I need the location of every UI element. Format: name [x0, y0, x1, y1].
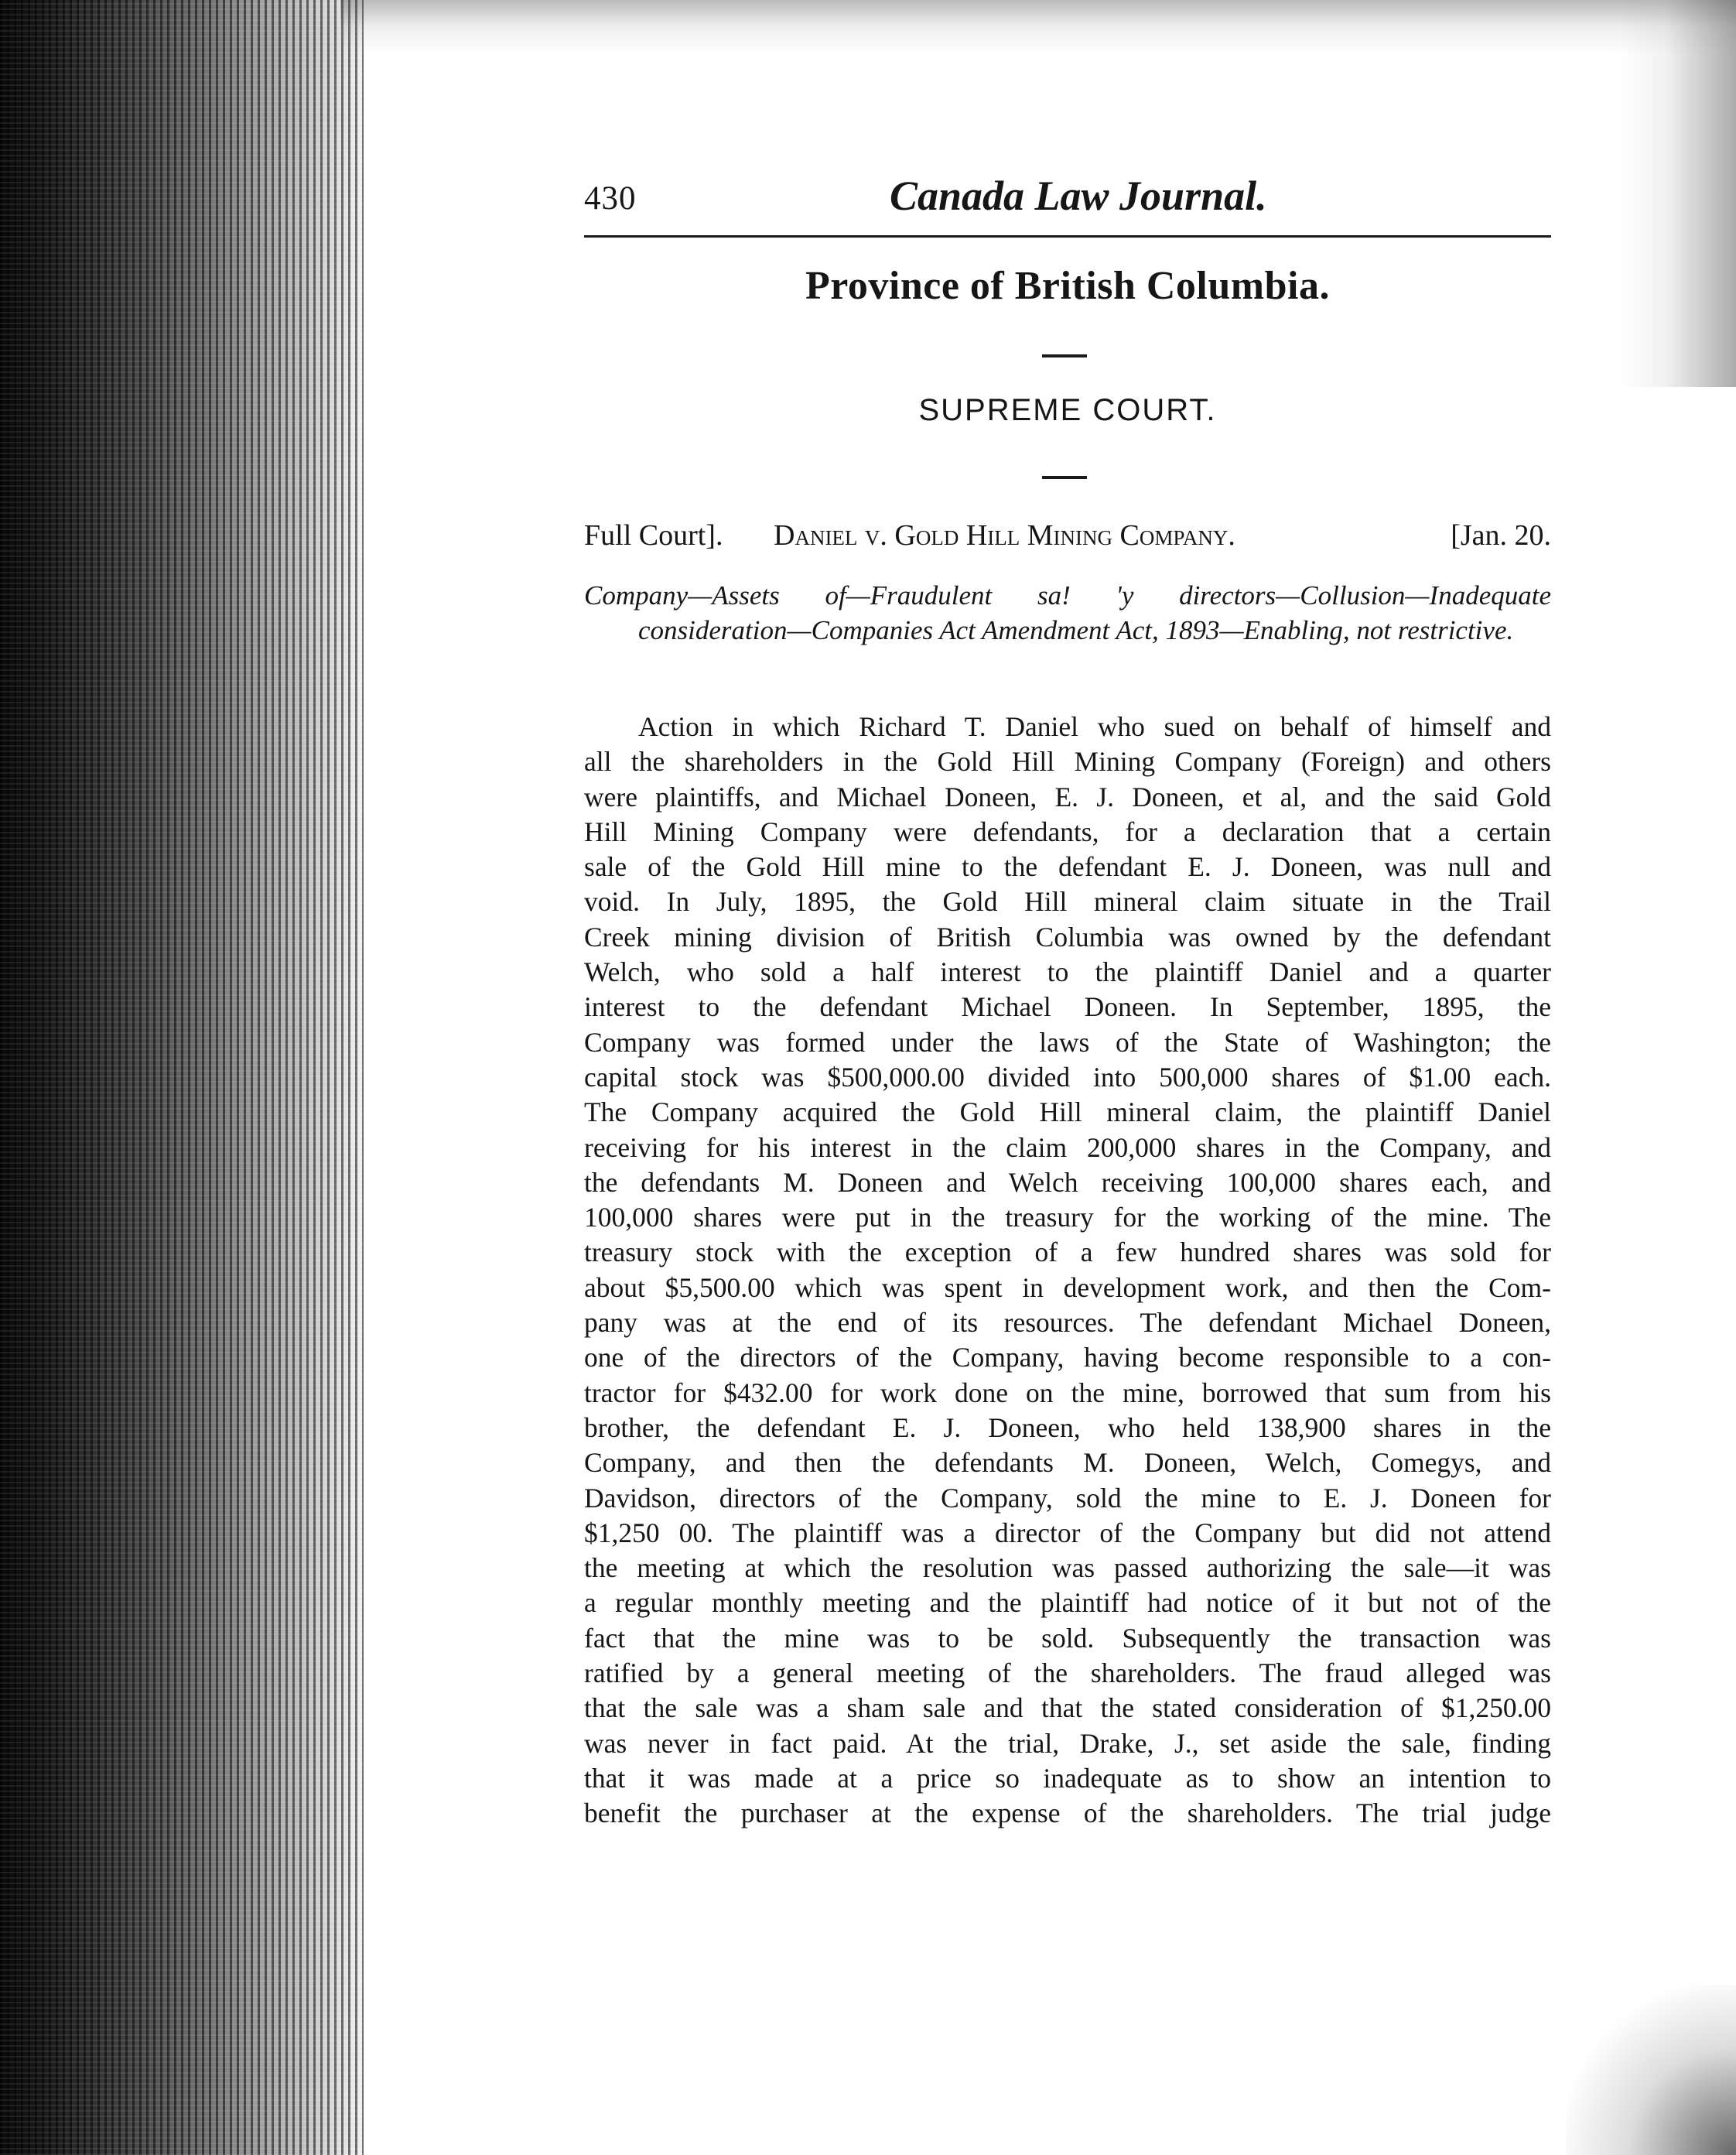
body-line: Welch, who sold a half interest to the plaintiff Daniel and a quarter: [584, 956, 1551, 988]
journal-title: Canada Law Journal.: [890, 173, 1267, 219]
body-line: about $5,500.00 which was spent in development work, and then the Com-: [584, 1271, 1551, 1303]
body-line: tractor for $432.00 for work done on the mine, borrowed that sum from his: [584, 1377, 1551, 1408]
body-line: Hill Mining Company were defendants, for a declaration that a certain: [584, 816, 1551, 847]
body-line: 100,000 shares were put in the treasury for the working of the mine. The: [584, 1202, 1551, 1233]
section-title: Province of British Columbia.: [805, 264, 1330, 308]
body-line: were plaintiffs, and Michael Doneen, E. J. Doneen, et al, and the said Gold: [584, 781, 1551, 812]
body-text: [584, 710, 1551, 1832]
scan-top-edge: [340, 0, 1736, 54]
body-line: Company was formed under the laws of the State of Washington; the: [584, 1026, 1551, 1058]
body-line: void. In July, 1895, the Gold Hill mineral claim situate in the Trail: [584, 886, 1551, 918]
body-line: Action in which Richard T. Daniel who sued on behalf of himself and: [638, 711, 1551, 742]
body-line: pany was at the end of its resources. The defendant Michael Doneen,: [584, 1307, 1551, 1339]
body-line: the meeting at which the resolution was passed authorizing the sale—it was: [584, 1552, 1551, 1584]
body-line: treasury stock with the exception of a few hundred shares was sold for: [584, 1237, 1551, 1268]
body-line: that the sale was a sham sale and that the stated consideration of $1,250.00: [584, 1692, 1551, 1724]
body-line: a regular monthly meeting and the plaintiff had notice of it but not of the: [584, 1587, 1551, 1619]
running-head: [584, 172, 1551, 226]
scan-gutter-shadow: [0, 0, 364, 2155]
body-line: fact that the mine was to be sold. Subsequently the transaction was: [584, 1622, 1551, 1654]
scan-corner-shadow: [1566, 1985, 1736, 2155]
case-caption: [584, 518, 1551, 557]
body-line: ratified by a general meeting of the shareholders. The fraud alleged was: [584, 1657, 1551, 1689]
body-line: Creek mining division of British Columbia was owned by the defendant: [584, 921, 1551, 953]
body-line: capital stock was $500,000.00 divided into 500,000 shares of $1.00 each.: [584, 1061, 1551, 1093]
scan-right-edge: [1620, 0, 1736, 387]
case-name: Daniel v. Gold Hill Mining Company.: [774, 519, 1235, 552]
body-line: all the shareholders in the Gold Hill Mining Company (Foreign) and others: [584, 746, 1551, 778]
body-line: The Company acquired the Gold Hill mineral claim, the plaintiff Daniel: [584, 1096, 1551, 1128]
court-heading: SUPREME COURT.: [918, 393, 1217, 427]
body-line: was never in fact paid. At the trial, Drake, J., set aside the sale, finding: [584, 1727, 1551, 1759]
headnote: Company—Assets of—Fraudulent sa! 'y directors—Collusion—Inadequate consideration—Companies Act Amendment Act, 1893—Enabling, not restrictive.: [584, 580, 1551, 645]
body-line: brother, the defendant E. J. Doneen, who held 138,900 shares in the: [584, 1411, 1551, 1443]
body-line: sale of the Gold Hill mine to the defendant E. J. Doneen, was null and: [584, 851, 1551, 883]
body-line: the defendants M. Doneen and Welch receiving 100,000 shares each, and: [584, 1166, 1551, 1198]
divider: [1042, 354, 1087, 357]
body-line: Davidson, directors of the Company, sold the mine to E. J. Doneen for: [584, 1482, 1551, 1514]
body-line: $1,250 00. The plaintiff was a director of the Company but did not attend: [584, 1517, 1551, 1548]
body-line: one of the directors of the Company, having become responsible to a con-: [584, 1342, 1551, 1373]
case-date: [Jan. 20.: [1451, 519, 1551, 552]
body-line: receiving for his interest in the claim 200,000 shares in the Company, and: [584, 1131, 1551, 1163]
body-line: interest to the defendant Michael Doneen. In September, 1895, the: [584, 991, 1551, 1023]
body-line: Company, and then the defendants M. Doneen, Welch, Comegys, and: [584, 1447, 1551, 1479]
body-line: that it was made at a price so inadequate as to show an intention to: [584, 1762, 1551, 1794]
header-rule: [584, 235, 1551, 238]
page-number: 430: [584, 180, 637, 217]
case-court: Full Court].: [584, 519, 723, 552]
divider: [1042, 476, 1087, 479]
journal-page: [584, 172, 1551, 1829]
body-line: benefit the purchaser at the expense of the shareholders. The trial judge: [584, 1798, 1551, 1829]
